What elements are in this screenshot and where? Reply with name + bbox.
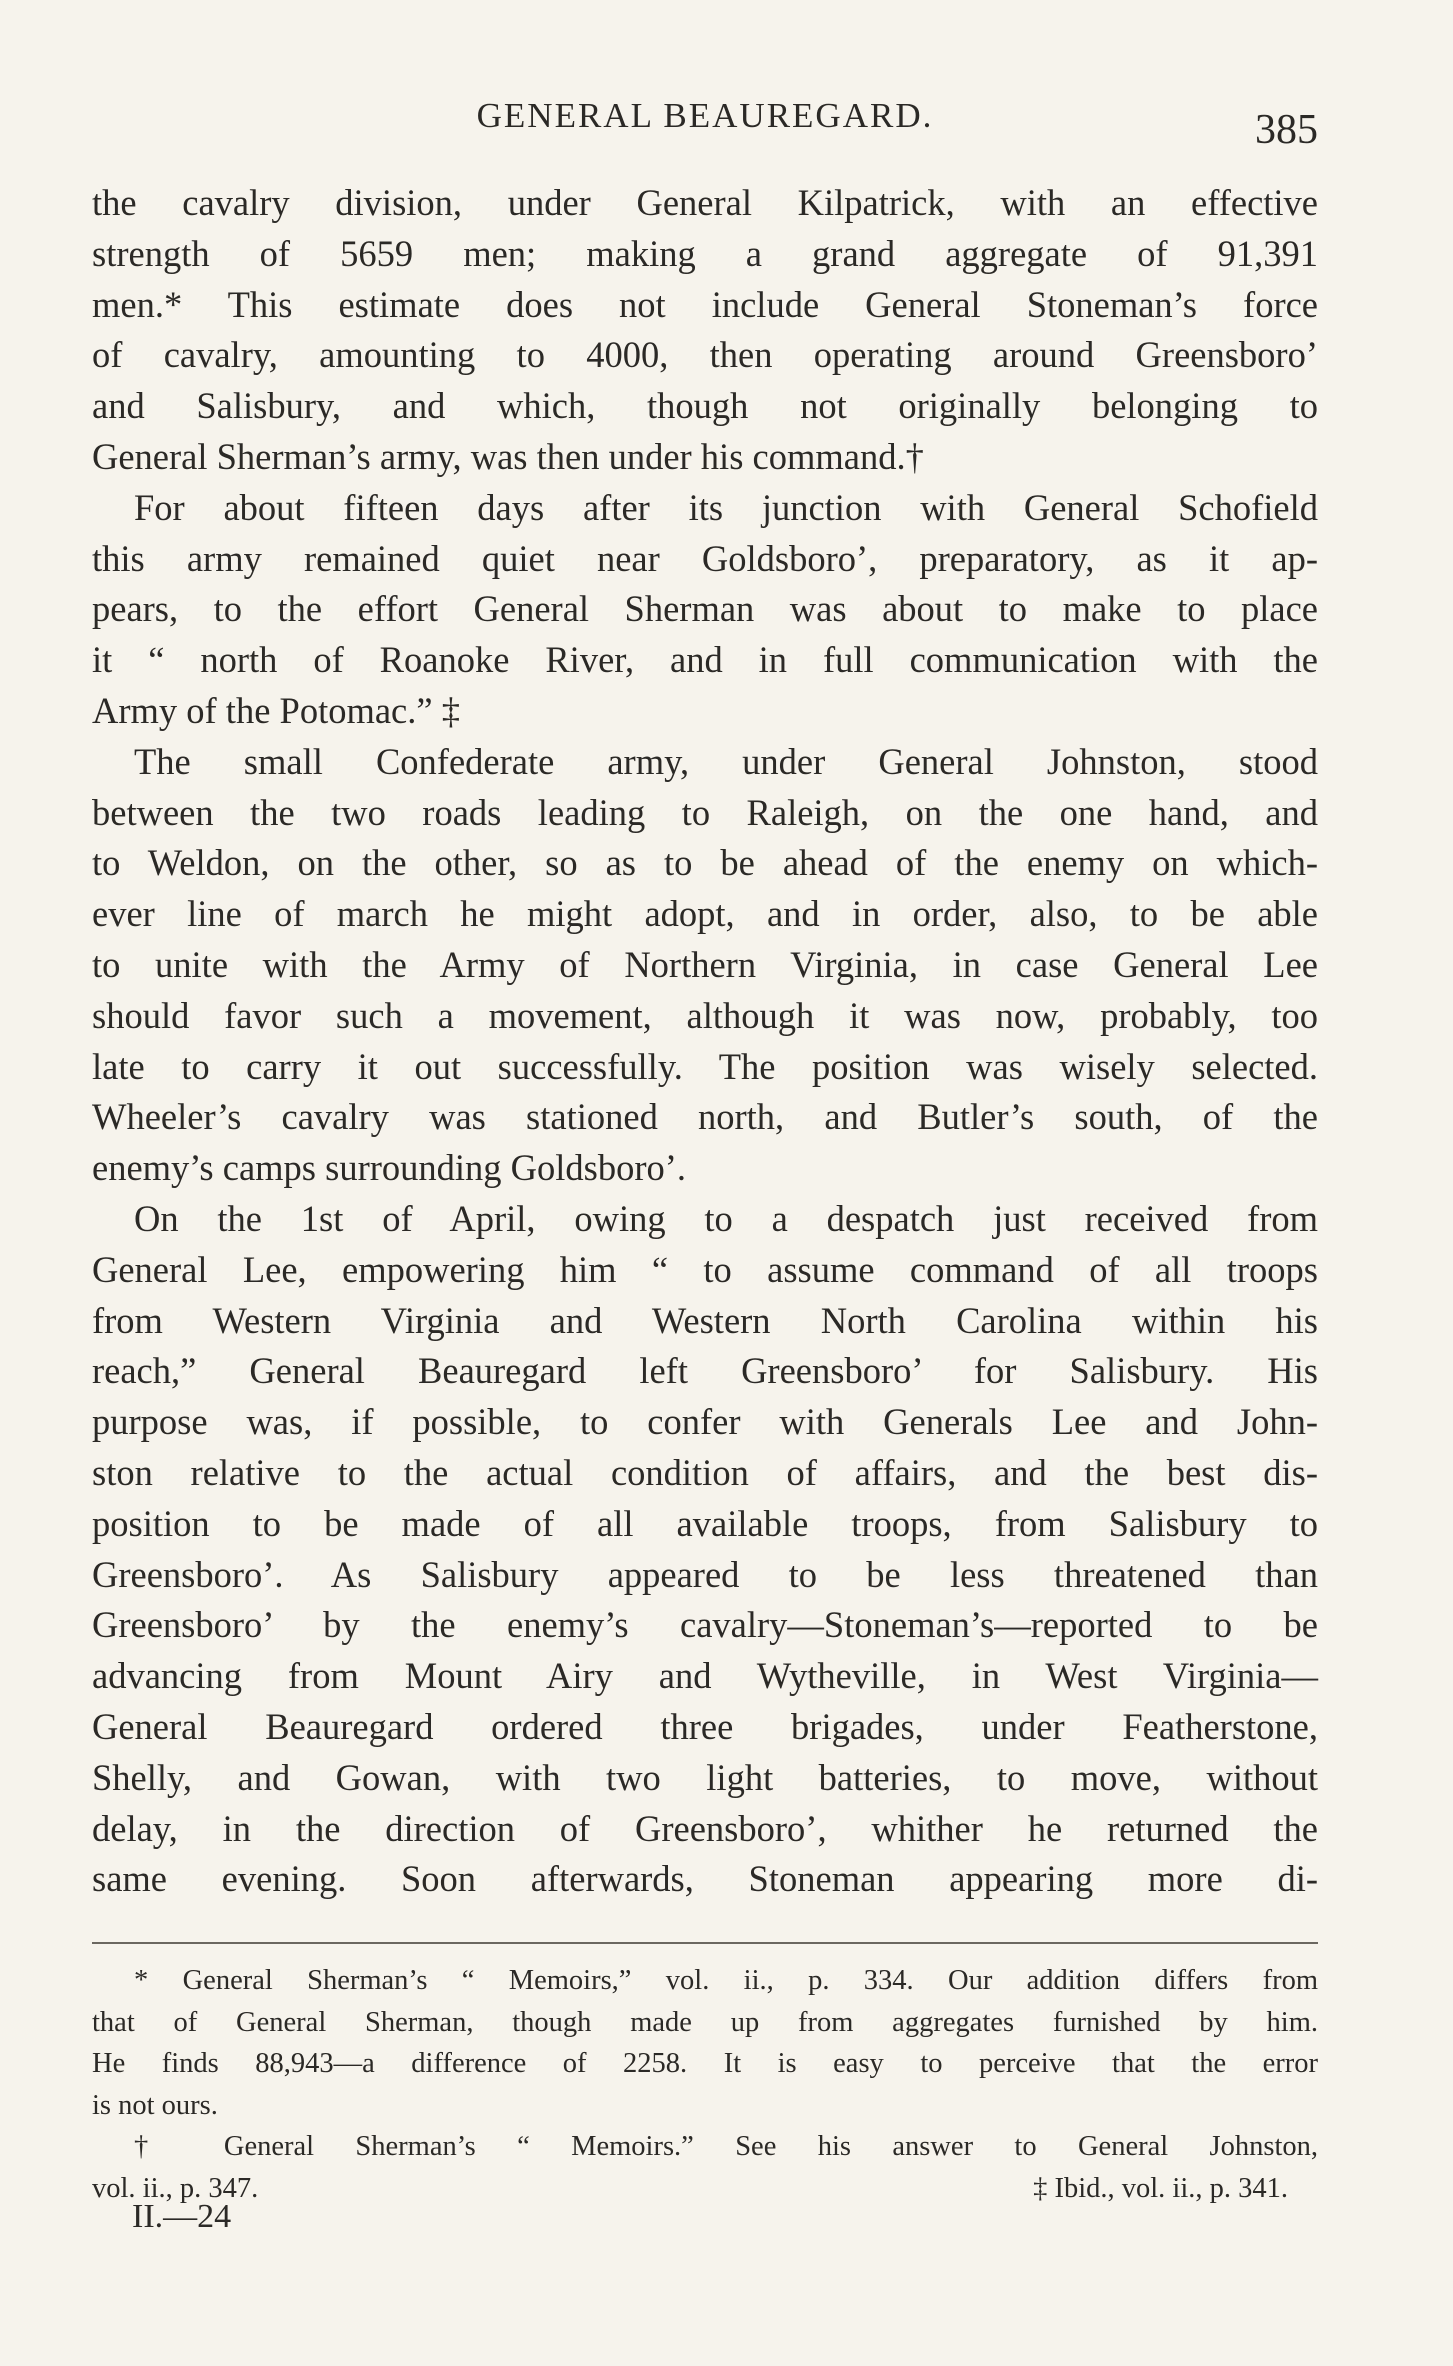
footnotes xyxy=(92,1960,1318,2209)
text-line: between the two roads leading to Raleigh, on the one hand, and xyxy=(92,791,1318,833)
text-line: The small Confederate army, under General Johnston, stood xyxy=(134,740,1318,782)
text-line: Greensboro’ by the enemy’s cavalry—Stoneman’s—reported to be xyxy=(92,1604,1318,1646)
footnote-line: He finds 88,943—a difference of 2258. It is easy to perceive that the error xyxy=(92,2048,1318,2079)
text-line: On the 1st of April, owing to a despatch just received from xyxy=(134,1197,1318,1239)
text-line: ever line of march he might adopt, and in order, also, to be able xyxy=(92,893,1318,935)
text-line: strength of 5659 men; making a grand aggregate of 91,391 xyxy=(92,232,1318,274)
text-line: delay, in the direction of Greensboro’, whither he returned the xyxy=(92,1807,1318,1849)
text-line: General Beauregard ordered three brigades, under Featherstone, xyxy=(92,1705,1318,1747)
text-line: men.* This estimate does not include General Stoneman’s force xyxy=(92,283,1318,325)
text-line: to unite with the Army of Northern Virginia, in case General Lee xyxy=(92,943,1318,985)
footnote-last-line xyxy=(92,2168,1318,2210)
page-number: 385 xyxy=(1255,107,1318,153)
text-line: General Sherman’s army, was then under his command.† xyxy=(92,435,924,477)
text-line: same evening. Soon afterwards, Stoneman appearing more di- xyxy=(92,1858,1318,1900)
body-text xyxy=(92,178,1318,1905)
signature-mark: II.—24 xyxy=(132,2198,232,2235)
footnote-ref-right: ‡ Ibid., vol. ii., p. 341. xyxy=(1033,2172,1288,2204)
text-line: this army remained quiet near Goldsboro’, preparatory, as it ap- xyxy=(92,537,1318,579)
text-line: Wheeler’s cavalry was stationed north, and Butler’s south, of the xyxy=(92,1096,1318,1138)
text-line: from Western Virginia and Western North Carolina within his xyxy=(92,1299,1318,1341)
text-line: to Weldon, on the other, so as to be ahead of the enemy on which- xyxy=(92,842,1318,884)
footnote-line: * General Sherman’s “ Memoirs,” vol. ii., p. 334. Our addition differs from xyxy=(134,1965,1318,1996)
text-line: it “ north of Roanoke River, and in full communication with the xyxy=(92,639,1318,681)
footnote-line: that of General Sherman, though made up from aggregates furnished by him. xyxy=(92,2006,1318,2038)
text-line: reach,” General Beauregard left Greensboro’ for Salisbury. His xyxy=(92,1350,1318,1392)
text-line: should favor such a movement, although it was now, probably, too xyxy=(92,994,1318,1036)
footnote-divider xyxy=(92,1942,1318,1944)
text-line: pears, to the effort General Sherman was about to make to place xyxy=(92,588,1318,630)
text-line: Greensboro’. As Salisbury appeared to be less threatened than xyxy=(92,1553,1318,1595)
text-line: ston relative to the actual condition of affairs, and the best dis- xyxy=(92,1451,1318,1493)
text-line: Army of the Potomac.” ‡ xyxy=(92,689,460,731)
page-header xyxy=(92,96,1318,156)
text-line: For about fifteen days after its junction with General Schofield xyxy=(134,486,1318,528)
footnote-line: is not ours. xyxy=(92,2089,218,2121)
text-line: General Lee, empowering him “ to assume command of all troops xyxy=(92,1248,1318,1290)
text-line: advancing from Mount Airy and Wytheville, in West Virginia— xyxy=(92,1655,1318,1697)
text-line: purpose was, if possible, to confer with Generals Lee and John- xyxy=(92,1401,1318,1443)
footnote-ref-left: vol. ii., p. 347. xyxy=(92,2172,259,2204)
text-line: of cavalry, amounting to 4000, then operating around Greensboro’ xyxy=(92,334,1318,376)
footnote-line: † General Sherman’s “ Memoirs.” See his answer to General Johnston, xyxy=(134,2131,1318,2162)
text-line: the cavalry division, under General Kilpatrick, with an effective xyxy=(92,182,1318,223)
text-line: Shelly, and Gowan, with two light batteries, to move, without xyxy=(92,1756,1318,1798)
text-line: and Salisbury, and which, though not originally belonging to xyxy=(92,385,1318,427)
running-head: GENERAL BEAUREGARD. xyxy=(476,96,934,135)
text-line: enemy’s camps surrounding Goldsboro’. xyxy=(92,1147,687,1189)
text-line: position to be made of all available troops, from Salisbury to xyxy=(92,1502,1318,1544)
text-line: late to carry it out successfully. The position was wisely selected. xyxy=(92,1045,1318,1087)
